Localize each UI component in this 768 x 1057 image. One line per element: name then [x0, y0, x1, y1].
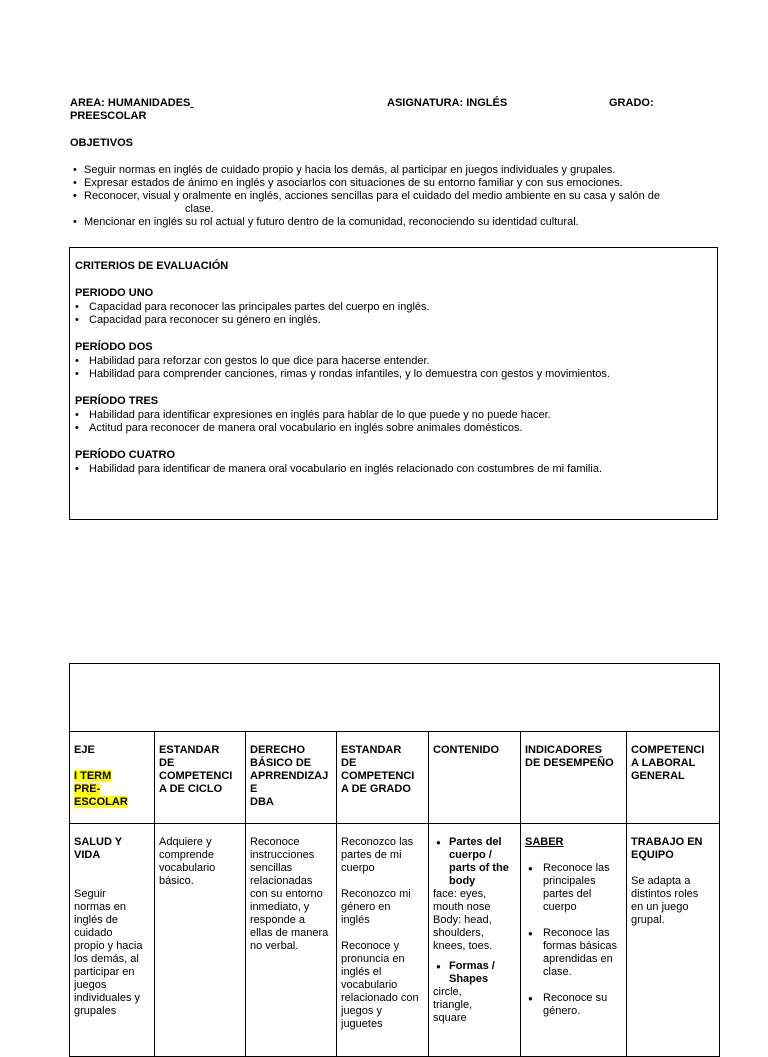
cell-competencia: TRABAJO EN EQUIPO Se adapta a distintos roles en un juego grupal. — [627, 824, 720, 1057]
evaluation-criteria-box — [69, 247, 718, 520]
period-block — [75, 287, 715, 327]
term-highlight: I TERM PRE- ESCOLAR — [74, 770, 128, 808]
grade-heading: GRADO: — [609, 97, 654, 109]
area-underline — [190, 97, 193, 109]
objective-item: • Mencionar en inglés su rol actual y futuro dentro de la comunidad, reconociendo su identidad cultural. — [70, 216, 720, 229]
header-cell-std-ciclo: ESTANDAR DE COMPETENCI A DE CICLO — [155, 732, 246, 824]
objective-item: • Seguir normas en inglés de cuidado propio y hacia los demás, al participar en juegos individuales y grupales. — [70, 164, 720, 177]
objective-item: • Reconocer, visual y oralmente en inglés, acciones sencillas para el cuidado del medio ambiente en su casa y salón de clase. — [70, 190, 720, 216]
criterion-item: • Capacidad para reconocer las principales partes del cuerpo en inglés. — [75, 301, 715, 314]
cell-contenido — [429, 824, 521, 1057]
indicator-item: ● Reconoce las formas básicas aprendidas en clase. — [543, 927, 622, 979]
cell-std-grado: Reconozco las partes de mi cuerpo Reconozco mi género en inglés Reconoce y pronuncia en inglés el vocabulario relacionado con juegos y juguetes — [337, 824, 429, 1057]
objective-continuation: clase. — [185, 203, 214, 215]
cell-indicadores: SABER ● Reconoce las principales partes del cuerpo ● Reconoce las formas básicas aprendidas en clase. ● Reconoce su género. — [521, 824, 627, 1057]
criteria-title: CRITERIOS DE EVALUACIÓN — [75, 260, 229, 272]
table-row — [70, 824, 720, 1057]
cell-std-ciclo: Adquiere y comprende vocabulario básico. — [155, 824, 246, 1057]
period-title: PERIODO UNO — [75, 287, 154, 299]
cell-dba: Reconoce instrucciones sencillas relacionadas con su entorno inmediato, y responde a ellas de manera no verbal. — [246, 824, 337, 1057]
criterion-item: • Habilidad para identificar expresiones en inglés para hablar de lo que puede y no puede hacer. — [75, 409, 715, 422]
subject-heading: ASIGNATURA: INGLÉS — [387, 97, 508, 109]
table-empty-row — [70, 664, 720, 732]
period-block — [75, 395, 715, 435]
table-header-row — [70, 732, 720, 824]
curriculum-table — [69, 663, 720, 1057]
content-item: ● Partes del cuerpo / parts of the body face: eyes, mouth nose Body: head, shoulders, knees, toes. — [449, 836, 516, 953]
header-cell-competencia: COMPETENCI A LABORAL GENERAL — [627, 732, 720, 824]
criterion-item: • Habilidad para identificar de manera oral vocabulario en inglés relacionado con costumbres de mi familia. — [75, 463, 715, 476]
header-cell-dba: DERECHO BÁSICO DE APRRENDIZAJ E DBA — [246, 732, 337, 824]
objectives-list — [70, 164, 720, 229]
period-block — [75, 449, 715, 476]
objective-item: • Expresar estados de ánimo en inglés y asociarlos con situaciones de su entorno familiar y con sus emociones. — [70, 177, 720, 190]
period-title: PERÍODO CUATRO — [75, 449, 176, 461]
header-cell-contenido: CONTENIDO — [429, 732, 521, 824]
objectives-title: OBJETIVOS — [70, 137, 133, 149]
period-title: PERÍODO TRES — [75, 395, 159, 407]
criterion-item: • Capacidad para reconocer su género en inglés. — [75, 314, 715, 327]
criterion-item: • Habilidad para reforzar con gestos lo que dice para hacerse entender. — [75, 355, 715, 368]
indicator-item: ● Reconoce las principales partes del cuerpo — [543, 862, 622, 914]
criterion-item: • Actitud para reconocer de manera oral vocabulario en inglés sobre animales domésticos. — [75, 422, 715, 435]
content-item: ● Formas / Shapes circle, triangle, square — [449, 960, 516, 1025]
header-cell-std-grado: ESTANDAR DE COMPETENCI A DE GRADO — [337, 732, 429, 824]
area-heading — [70, 97, 370, 123]
area-value: PREESCOLAR — [70, 110, 147, 122]
period-block — [75, 341, 715, 381]
area-label: AREA: HUMANIDADES — [70, 97, 191, 109]
empty-cell — [70, 664, 720, 732]
period-title: PERÍODO DOS — [75, 341, 153, 353]
indicator-item: ● Reconoce su género. — [543, 992, 622, 1018]
header-cell-indicadores: INDICADORES DE DESEMPEÑO — [521, 732, 627, 824]
cell-eje: SALUD Y VIDA Seguir normas en inglés de cuidado propio y hacia los demás, al participar en juegos individuales y grupales — [70, 824, 155, 1057]
criterion-item: • Habilidad para comprender canciones, rimas y rondas infantiles, y lo demuestra con gestos y movimientos. — [75, 368, 715, 381]
header-cell-eje: EJE I TERM PRE- ESCOLAR — [70, 732, 155, 824]
